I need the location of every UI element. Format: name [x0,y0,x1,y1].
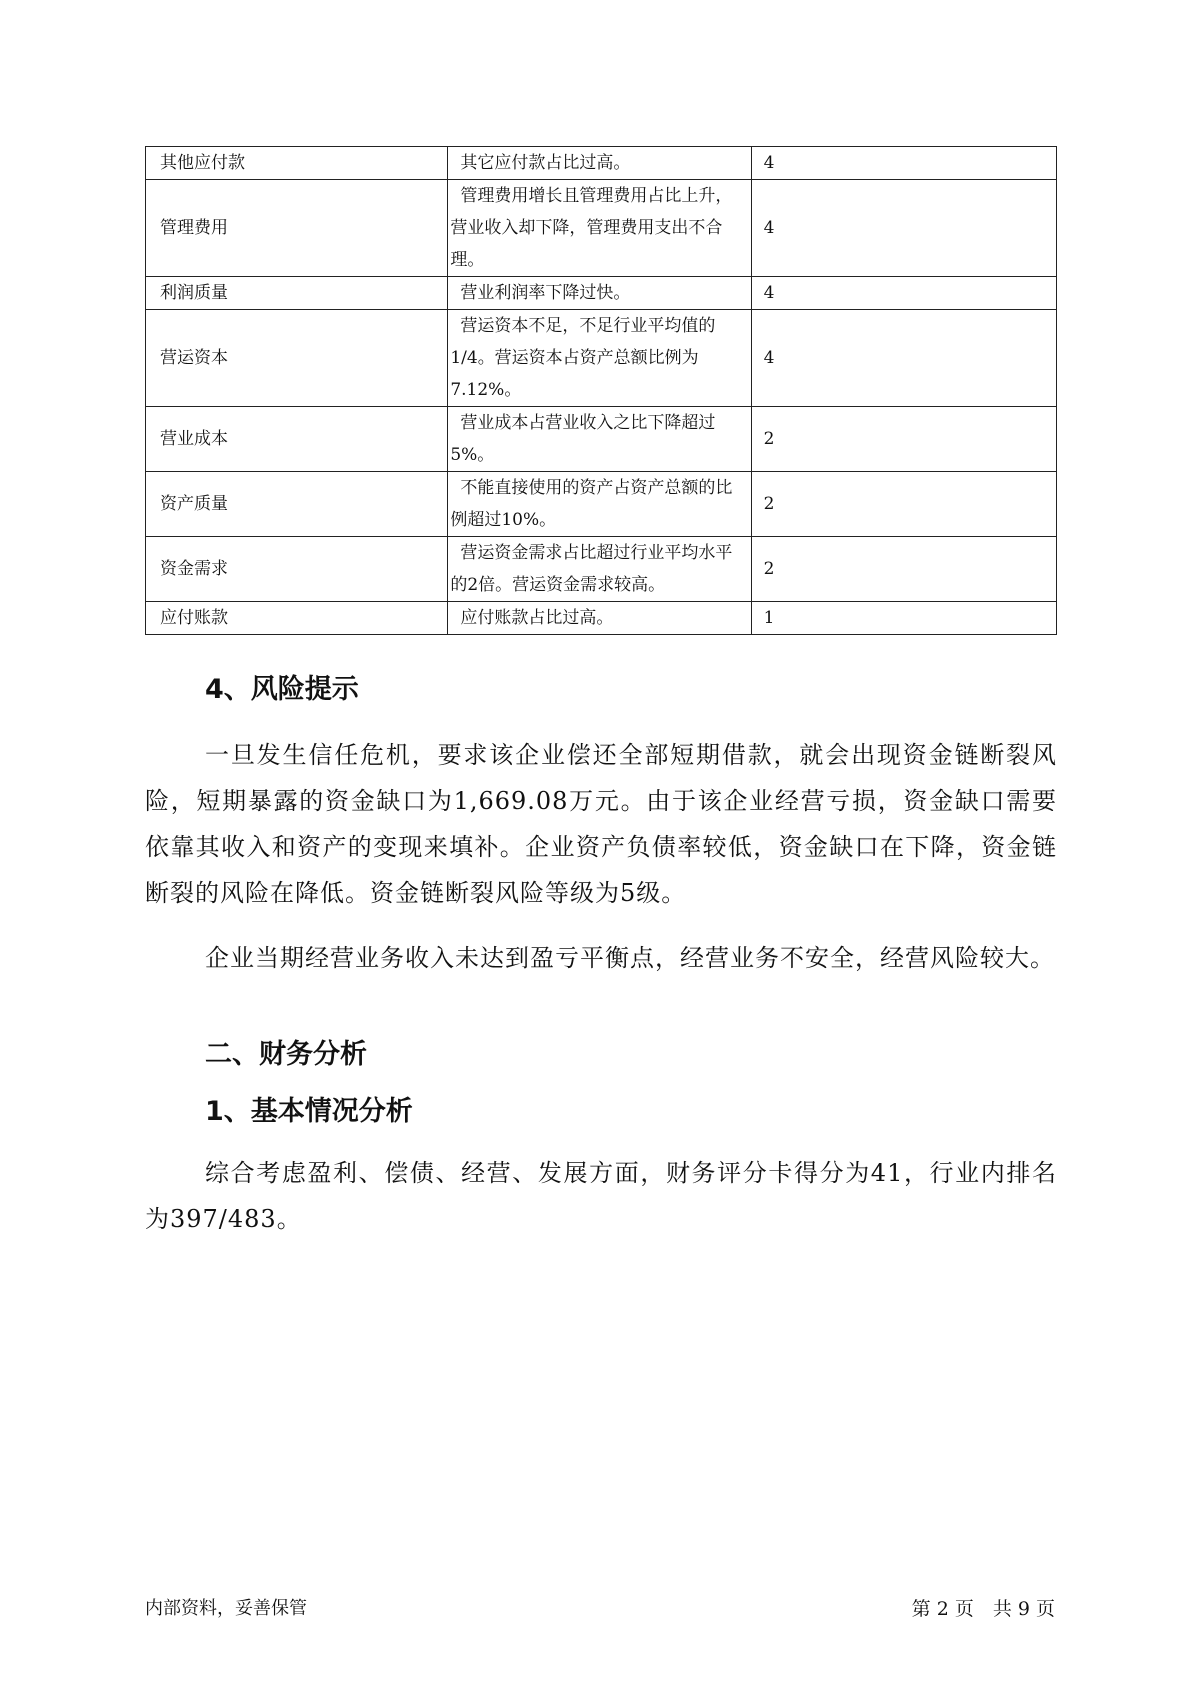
risk-indicator-table [145,146,1057,635]
table-cell-score: 4 [751,277,1056,310]
table-cell-score: 4 [751,310,1056,407]
footer-confidential-note: 内部资料，妥善保管 [145,1598,307,1619]
table-cell-score: 2 [751,537,1056,602]
table-cell-desc: 管理费用增长且管理费用占比上升，营业收入却下降，管理费用支出不合理。 [448,180,751,277]
table-row [146,180,1057,277]
table-row [146,277,1057,310]
table-cell-score: 4 [751,180,1056,277]
table-cell-desc: 营运资本不足，不足行业平均值的1/4。营运资本占资产总额比例为7.12%。 [448,310,751,407]
finance-section-heading: 二、财务分析 [205,1039,367,1070]
table-cell-desc: 不能直接使用的资产占资产总额的比例超过10%。 [448,472,751,537]
table-cell-item: 营业成本 [146,407,448,472]
table-cell-desc: 其它应付款占比过高。 [448,147,751,180]
footer-page-number: 第 2 页 共 9 页 [911,1598,1055,1620]
risk-section-heading: 4、风险提示 [205,674,359,705]
table-cell-desc: 应付账款占比过高。 [448,602,751,635]
table-cell-desc: 营业成本占营业收入之比下降超过5%。 [448,407,751,472]
finance-paragraph-1: 综合考虑盈利、偿债、经营、发展方面，财务评分卡得分为41，行业内排名为397/483。 [145,1159,1057,1233]
table-cell-item: 管理费用 [146,180,448,277]
table-cell-item: 其他应付款 [146,147,448,180]
table-cell-score: 2 [751,407,1056,472]
risk-paragraph-2: 企业当期经营业务收入未达到盈亏平衡点，经营业务不安全，经营风险较大。 [205,944,1055,972]
table-row [146,407,1057,472]
table-cell-item: 应付账款 [146,602,448,635]
table-cell-item: 利润质量 [146,277,448,310]
risk-paragraph-1: 一旦发生信任危机，要求该企业偿还全部短期借款，就会出现资金链断裂风险，短期暴露的资金缺口为1,669.08万元。由于该企业经营亏损，资金缺口需要依靠其收入和资产的变现来填补。企业资产负债率较低，资金缺口在下降，资金链断裂的风险在降低。资金链断裂风险等级为5级。 [145,741,1057,907]
table-cell-item: 资产质量 [146,472,448,537]
table-cell-desc: 营运资金需求占比超过行业平均水平的2倍。营运资金需求较高。 [448,537,751,602]
table-row [146,602,1057,635]
table-cell-score: 4 [751,147,1056,180]
table-cell-desc: 营业利润率下降过快。 [448,277,751,310]
table-row [146,147,1057,180]
table-row [146,537,1057,602]
table-row [146,310,1057,407]
basic-analysis-heading: 1、基本情况分析 [205,1096,413,1127]
table-row [146,472,1057,537]
table-cell-score: 2 [751,472,1056,537]
table-cell-item: 资金需求 [146,537,448,602]
table-cell-item: 营运资本 [146,310,448,407]
table-cell-score: 1 [751,602,1056,635]
